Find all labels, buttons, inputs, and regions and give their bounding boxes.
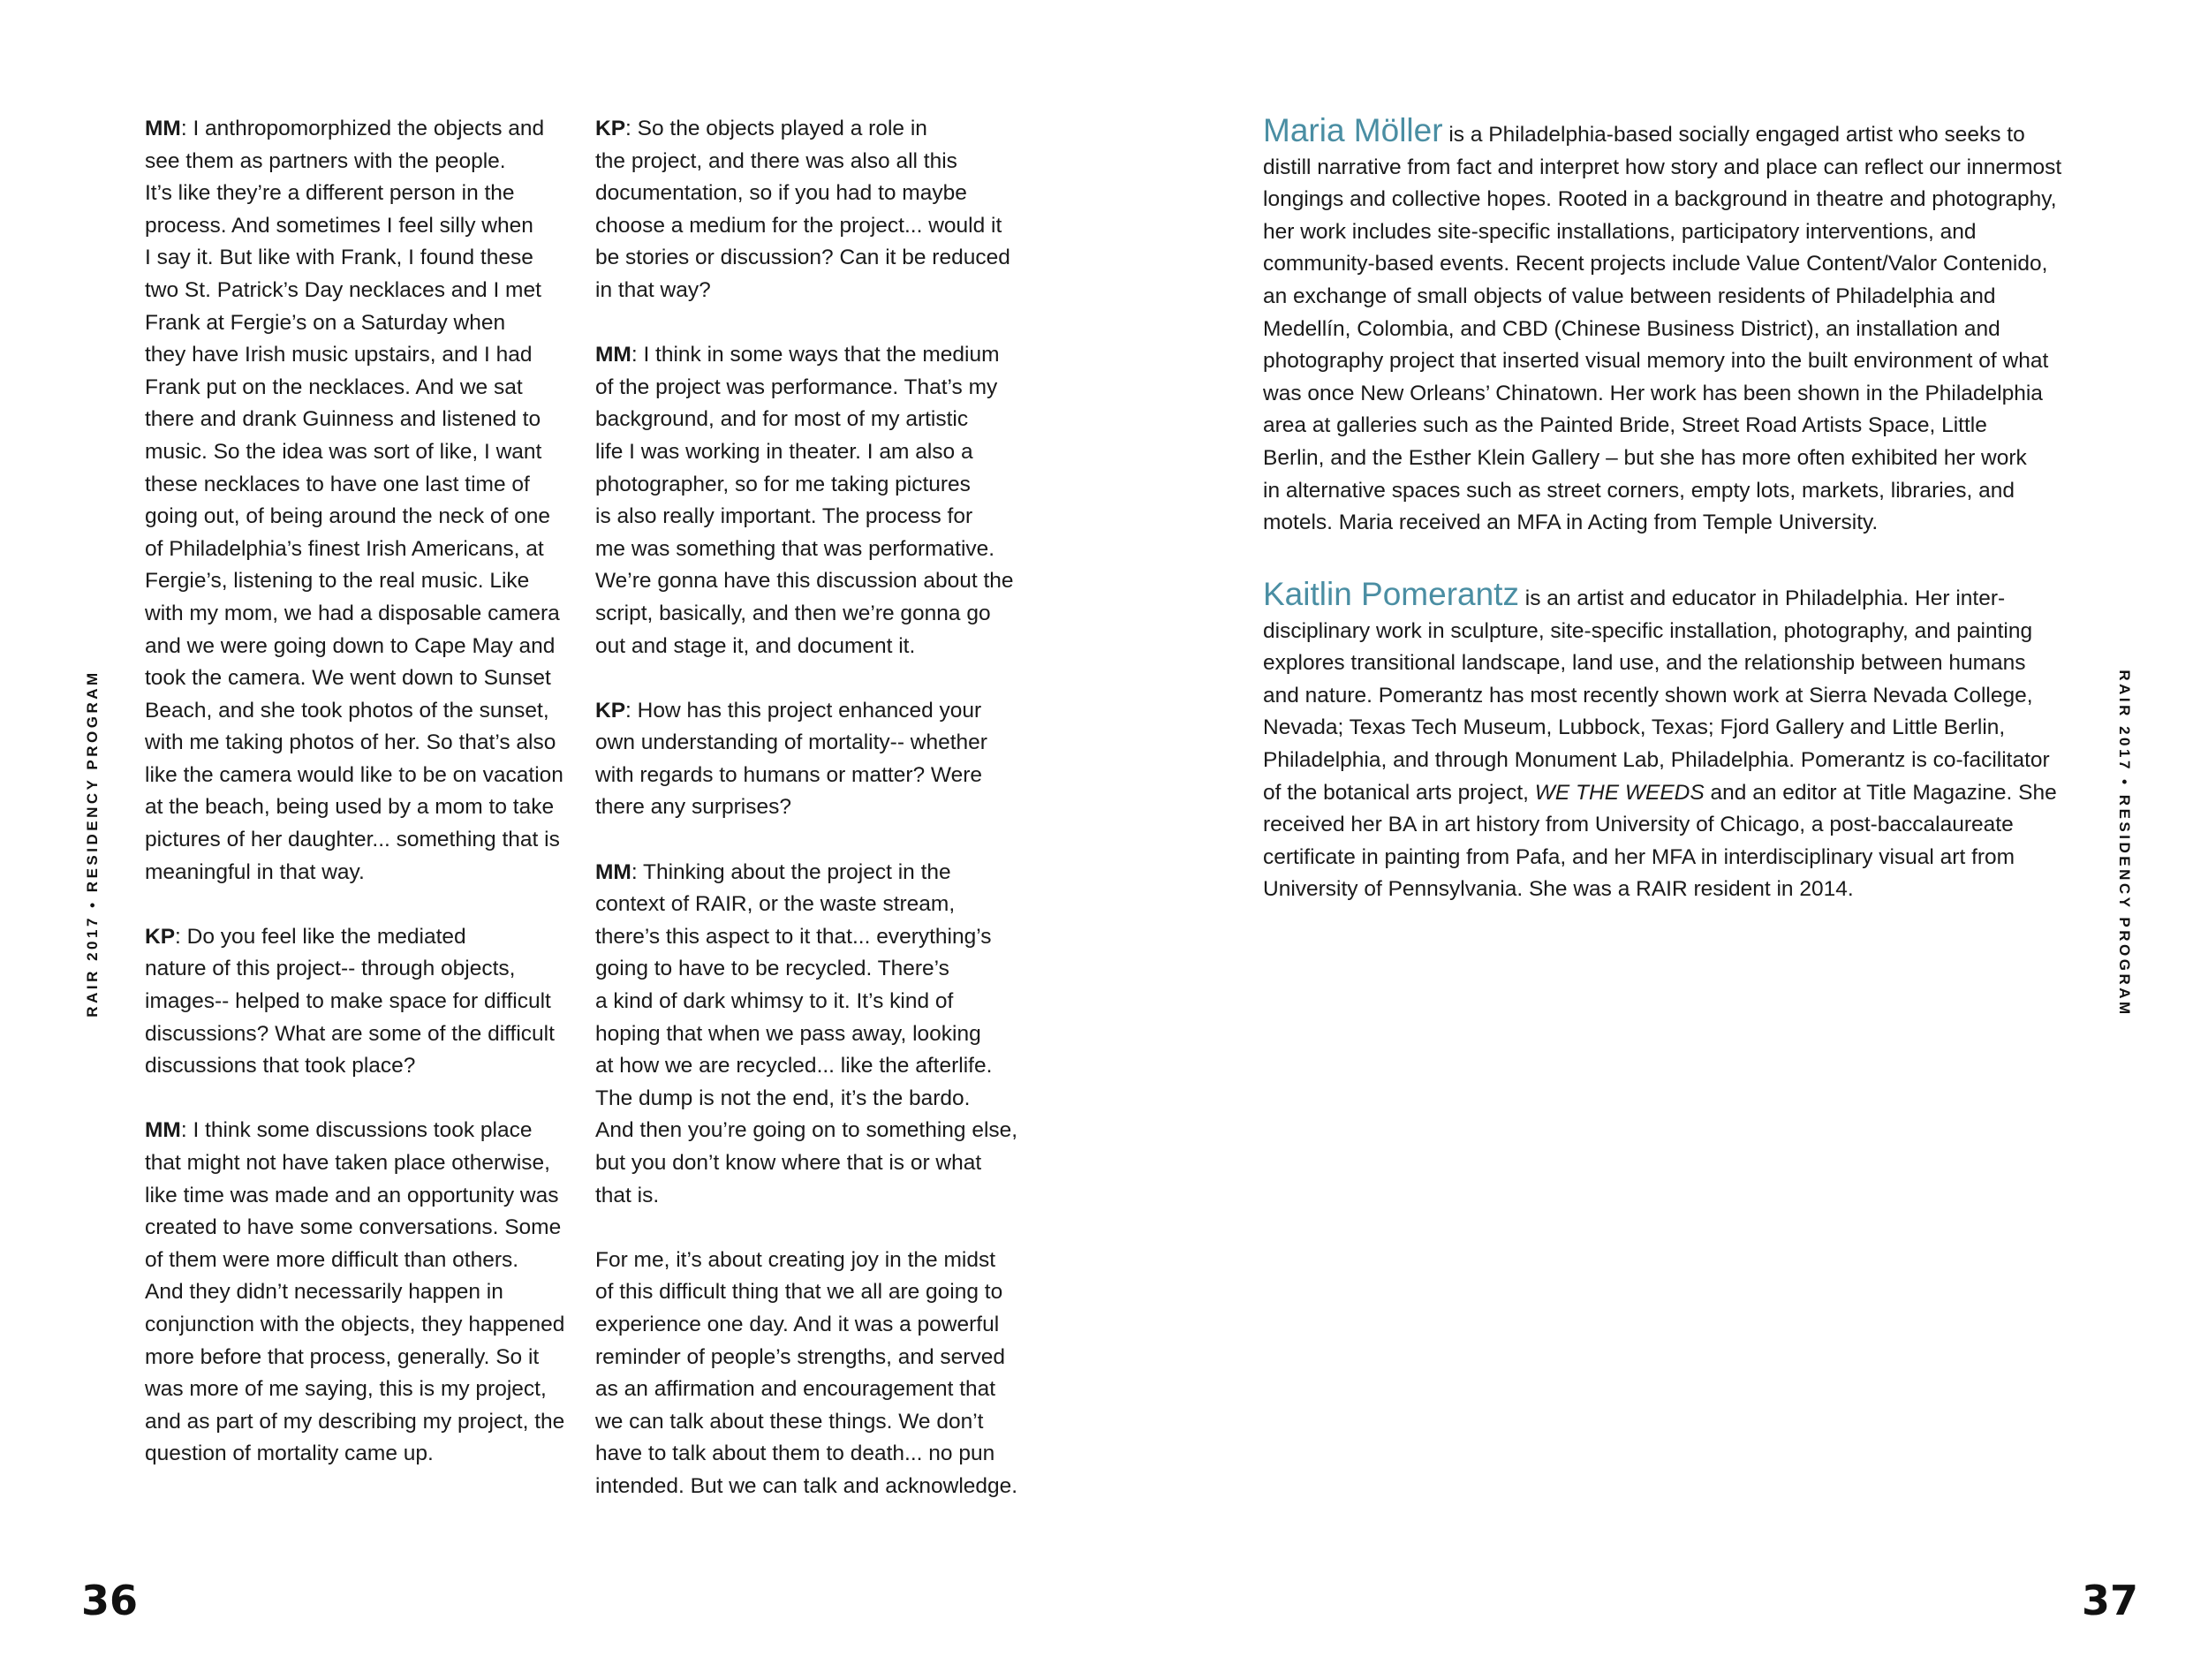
interview-line: [145, 242, 586, 275]
interview-line: [145, 210, 586, 243]
interview-line: [595, 1309, 1055, 1342]
interview-line: [595, 146, 1055, 178]
bio-first-line: [1263, 576, 2076, 616]
interview-line: [595, 242, 1055, 275]
interview-line: [145, 501, 586, 534]
interview-line: [595, 921, 1055, 954]
interview-line: [145, 404, 586, 436]
interview-text: And they didn’t necessarily happen in: [145, 1280, 503, 1305]
speaker-initials: MM: [145, 1118, 181, 1143]
interview-text: process. And sometimes I feel silly when: [145, 213, 533, 238]
interview-text: they have Irish music upstairs, and I had: [145, 343, 533, 367]
interview-line: [145, 1147, 586, 1180]
interview-line: [595, 986, 1055, 1018]
interview-line: [595, 1276, 1055, 1309]
interview-line: [595, 857, 1055, 889]
interview-line: [145, 791, 586, 824]
bio-line: certificate in painting from Pafa, and her MFA in interdisciplinary visual art from: [1263, 844, 2015, 869]
interview-line: [145, 824, 586, 857]
interview-text: in that way?: [595, 277, 711, 302]
interview-line: [595, 404, 1055, 436]
interview-text: of Philadelphia’s finest Irish Americans, at: [145, 536, 544, 561]
interview-text: there and drank Guinness and listened to: [145, 407, 541, 432]
interview-line: [145, 1180, 586, 1213]
interview-text: was more of me saying, this is my project,: [145, 1377, 547, 1402]
interview-text: conjunction with the objects, they happened: [145, 1312, 565, 1336]
interview-line: [145, 760, 586, 792]
interview-text: images-- helped to make space for difficult: [145, 989, 551, 1014]
interview-text: script, basically, and then we’re gonna go: [595, 601, 991, 625]
interview-text: intended. But we can talk and acknowledge.: [595, 1473, 1018, 1498]
bio-line: Philadelphia, and through Monument Lab, Philadelphia. Pomerantz is co-facilitator: [1263, 747, 2050, 772]
interview-line: [145, 1245, 586, 1277]
interview-text: see them as partners with the people.: [145, 148, 506, 173]
interview-text: at the beach, being used by a mom to take: [145, 795, 555, 820]
bio-line: Berlin, and the Esther Klein Gallery – but she has more often exhibited her work: [1263, 445, 2027, 470]
interview-text: hoping that when we pass away, looking: [595, 1021, 981, 1046]
interview-line: [145, 921, 586, 954]
interview-text: there any surprises?: [595, 795, 791, 820]
interview-text: and as part of my describing my project, the: [145, 1409, 565, 1434]
interview-text: as an affirmation and encouragement that: [595, 1377, 996, 1402]
bio-kaitlin-pomerantz: [1263, 576, 2076, 906]
interview-text: these necklaces to have one last time of: [145, 472, 530, 496]
interview-line: [145, 662, 586, 695]
interview-line: [595, 534, 1055, 566]
interview-text: context of RAIR, or the waste stream,: [595, 892, 956, 917]
interview-text: own understanding of mortality-- whether: [595, 730, 987, 755]
interview-line: [595, 275, 1055, 307]
bio-text: is a Philadelphia-based socially engaged artist who seeks to: [1442, 123, 2025, 147]
interview-text: Beach, and she took photos of the sunset,: [145, 698, 549, 723]
interview-line: [595, 339, 1055, 372]
bio-name: Maria Möller: [1263, 112, 1443, 148]
interview-line: [595, 1180, 1055, 1213]
interview-text: discussions that took place?: [145, 1054, 416, 1078]
interview-text: : I think in some ways that the medium: [631, 343, 1000, 367]
interview-text: with regards to humans or matter? Were: [595, 762, 983, 787]
interview-line: [145, 1115, 586, 1147]
interview-line: [145, 857, 586, 889]
interview-text: me was something that was performative.: [595, 536, 995, 561]
interview-text: a kind of dark whimsy to it. It’s kind of: [595, 989, 954, 1014]
bio-line: and nature. Pomerantz has most recently shown work at Sierra Nevada College,: [1263, 683, 2033, 708]
interview-text: have to talk about them to death... no pun: [595, 1442, 995, 1466]
paragraph-gap: [595, 1212, 1055, 1245]
interview-line: [145, 1276, 586, 1309]
interview-text: The dump is not the end, it’s the bardo.: [595, 1086, 971, 1110]
interview-line: [595, 565, 1055, 598]
paragraph-gap: [595, 824, 1055, 857]
interview-text: It’s like they’re a different person in the: [145, 181, 515, 206]
interview-line: [595, 1115, 1055, 1147]
interview-line: [145, 1018, 586, 1051]
bio-body: [1263, 152, 2076, 540]
interview-text: : So the objects played a role in: [625, 117, 927, 140]
bio-name: Kaitlin Pomerantz: [1263, 576, 1519, 612]
speaker-initials: MM: [145, 117, 181, 140]
interview-text: For me, it’s about creating joy in the midst: [595, 1247, 995, 1272]
interview-line: [595, 1147, 1055, 1180]
bio-line: was once New Orleans’ Chinatown. Her work has been shown in the Philadelphia: [1263, 381, 2043, 405]
interview-line: [145, 1050, 586, 1083]
bio-line: longings and collective hopes. Rooted in a background in theatre and photography,: [1263, 187, 2057, 212]
interview-text: : How has this project enhanced your: [625, 698, 982, 723]
interview-line: [595, 1018, 1055, 1051]
interview-text: out and stage it, and document it.: [595, 633, 916, 658]
interview-text: experience one day. And it was a powerful: [595, 1312, 1000, 1336]
interview-line: [595, 1342, 1055, 1374]
interview-line: [145, 372, 586, 405]
interview-line: [145, 631, 586, 663]
bio-line: her work includes site-specific installations, participatory interventions, and: [1263, 219, 1977, 244]
interview-text: going to have to be recycled. There’s: [595, 957, 949, 981]
bio-first-line: [1263, 112, 2076, 152]
bio-line: area at galleries such as the Painted Bride, Street Road Artists Space, Little: [1263, 413, 1987, 438]
interview-line: [595, 1471, 1055, 1503]
interview-line: [595, 1406, 1055, 1439]
interview-text: and we were going down to Cape May and: [145, 633, 556, 658]
interview-line: [145, 469, 586, 502]
interview-text: Frank put on the necklaces. And we sat: [145, 375, 523, 399]
interview-line: [595, 210, 1055, 243]
interview-line: [595, 113, 1055, 146]
interview-text: : Thinking about the project in the: [631, 859, 951, 884]
bio-line: in alternative spaces such as street corners, empty lots, markets, libraries, and: [1263, 478, 2015, 503]
bio-line: photography project that inserted visual memory into the built environment of what: [1263, 349, 2049, 374]
bio-line: disciplinary work in sculpture, site-specific installation, photography, and painting: [1263, 618, 2033, 643]
interview-line: [145, 275, 586, 307]
interview-line: [595, 469, 1055, 502]
bio-text: is an artist and educator in Philadelphia. Her inter-: [1518, 586, 2006, 610]
interview-text: two St. Patrick’s Day necklaces and I met: [145, 277, 541, 302]
speaker-initials: KP: [145, 924, 176, 949]
interview-text: reminder of people’s strengths, and served: [595, 1344, 1005, 1369]
interview-line: [595, 727, 1055, 760]
interview-text: the project, and there was also all this: [595, 148, 957, 173]
paragraph-gap: [145, 1083, 586, 1116]
bio-line: distill narrative from fact and interpret how story and place can reflect our innermost: [1263, 155, 2062, 179]
interview-line: [595, 1438, 1055, 1471]
interview-text: but you don’t know where that is or what: [595, 1151, 982, 1175]
interview-text: meaningful in that way.: [145, 859, 365, 884]
interview-text: Fergie’s, listening to the real music. Like: [145, 569, 530, 594]
running-header-right: RAIR 2017 • RESIDENCY PROGRAM: [2116, 670, 2133, 1018]
interview-text: life I was working in theater. I am also a: [595, 439, 973, 464]
interview-line: [145, 953, 586, 986]
interview-column-2: [595, 113, 1055, 1503]
bio-line: University of Pennsylvania. She was a RAIR resident in 2014.: [1263, 877, 1854, 902]
interview-text: : I anthropomorphized the objects and: [180, 117, 545, 140]
speaker-initials: MM: [595, 859, 631, 884]
interview-text: we can talk about these things. We don’t: [595, 1409, 984, 1434]
speaker-initials: KP: [595, 698, 626, 723]
interview-text: We’re gonna have this discussion about the: [595, 569, 1014, 594]
interview-line: [595, 889, 1055, 921]
interview-line: [145, 146, 586, 178]
interview-line: [595, 598, 1055, 631]
paragraph-gap: [595, 662, 1055, 695]
bio-line: explores transitional landscape, land use, and the relationship between humans: [1263, 651, 2026, 676]
interview-line: [145, 1212, 586, 1245]
interview-line: [595, 631, 1055, 663]
interview-text: like time was made and an opportunity was: [145, 1183, 559, 1207]
interview-text: background, and for most of my artistic: [595, 407, 969, 432]
interview-line: [145, 339, 586, 372]
interview-text: that is.: [595, 1183, 660, 1207]
interview-text: music. So the idea was sort of like, I want: [145, 439, 542, 464]
bio-line: motels. Maria received an MFA in Acting from Temple University.: [1263, 511, 1879, 535]
interview-line: [145, 565, 586, 598]
interview-text: like the camera would like to be on vacation: [145, 762, 563, 787]
interview-line: [145, 178, 586, 210]
interview-text: be stories or discussion? Can it be reduced: [595, 246, 1010, 270]
paragraph-gap: [145, 889, 586, 921]
interview-line: [145, 113, 586, 146]
interview-line: [595, 953, 1055, 986]
interview-line: [145, 1309, 586, 1342]
interview-text: going out, of being around the neck of one: [145, 504, 551, 529]
bio-maria-moller: [1263, 112, 2076, 540]
interview-text: with me taking photos of her. So that’s also: [145, 730, 556, 755]
interview-line: [145, 986, 586, 1018]
interview-text: nature of this project-- through objects,: [145, 957, 516, 981]
interview-text: I say it. But like with Frank, I found these: [145, 246, 533, 270]
interview-line: [595, 501, 1055, 534]
interview-line: [145, 1374, 586, 1406]
project-title: WE THE WEEDS: [1534, 780, 1705, 805]
interview-line: [595, 436, 1055, 469]
interview-text: : Do you feel like the mediated: [175, 924, 466, 949]
interview-line: [595, 1050, 1055, 1083]
bio-line: Medellín, Colombia, and CBD (Chinese Business District), an installation and: [1263, 316, 2000, 341]
interview-line: [145, 598, 586, 631]
interview-line: [145, 727, 586, 760]
interview-line: [595, 372, 1055, 405]
interview-text: pictures of her daughter... something that is: [145, 828, 560, 852]
interview-line: [145, 1406, 586, 1439]
interview-text: : I think some discussions took place: [180, 1118, 533, 1143]
interview-line: [595, 178, 1055, 210]
interview-text: is also really important. The process for: [595, 504, 973, 529]
paragraph-gap: [595, 307, 1055, 340]
interview-line: [145, 695, 586, 728]
interview-line: [595, 695, 1055, 728]
running-header-left: RAIR 2017 • RESIDENCY PROGRAM: [84, 670, 101, 1018]
interview-line: [145, 307, 586, 340]
bio-body: [1263, 616, 2076, 777]
bio-line: community-based events. Recent projects include Value Content/Valor Contenido,: [1263, 252, 2048, 276]
interview-text: discussions? What are some of the difficult: [145, 1021, 555, 1046]
interview-line: [595, 1245, 1055, 1277]
interview-text: at how we are recycled... like the afterlife.: [595, 1054, 993, 1078]
interview-text: took the camera. We went down to Sunset: [145, 666, 551, 691]
bio-line: of the botanical arts project, WE THE WEEDS and an editor at Title Magazine. She: [1263, 780, 2057, 805]
interview-line: [145, 1438, 586, 1471]
interview-line: [595, 791, 1055, 824]
interview-text: there’s this aspect to it that... everything’s: [595, 924, 992, 949]
interview-line: [145, 436, 586, 469]
interview-text: with my mom, we had a disposable camera: [145, 601, 560, 625]
interview-text: that might not have taken place otherwise,: [145, 1151, 550, 1175]
interview-text: of them were more difficult than others.: [145, 1247, 519, 1272]
interview-text: documentation, so if you had to maybe: [595, 181, 967, 206]
page-number-left: 36: [81, 1577, 139, 1624]
bio-line: Nevada; Texas Tech Museum, Lubbock, Texas; Fjord Gallery and Little Berlin,: [1263, 715, 2006, 740]
interview-line: [145, 1342, 586, 1374]
interview-text: question of mortality came up.: [145, 1442, 434, 1466]
speaker-initials: MM: [595, 343, 631, 367]
interview-line: [145, 534, 586, 566]
interview-text: photographer, so for me taking pictures: [595, 472, 971, 496]
interview-text: more before that process, generally. So it: [145, 1344, 540, 1369]
interview-text: Frank at Fergie’s on a Saturday when: [145, 310, 506, 335]
interview-line: [595, 1083, 1055, 1116]
interview-text: created to have some conversations. Some: [145, 1215, 562, 1240]
bio-line: an exchange of small objects of value between residents of Philadelphia and: [1263, 284, 1996, 308]
page-number-right: 37: [2082, 1577, 2139, 1624]
interview-text: of this difficult thing that we all are going to: [595, 1280, 1003, 1305]
interview-text: of the project was performance. That’s my: [595, 375, 998, 399]
interview-text: choose a medium for the project... would it: [595, 213, 1002, 238]
bio-line: received her BA in art history from University of Chicago, a post-baccalaureate: [1263, 813, 2014, 837]
interview-text: And then you’re going on to something else,: [595, 1118, 1018, 1143]
interview-line: [595, 1374, 1055, 1406]
interview-line: [595, 760, 1055, 792]
bio-body: [1263, 809, 2076, 906]
interview-column-1: [145, 113, 586, 1471]
speaker-initials: KP: [595, 117, 626, 140]
